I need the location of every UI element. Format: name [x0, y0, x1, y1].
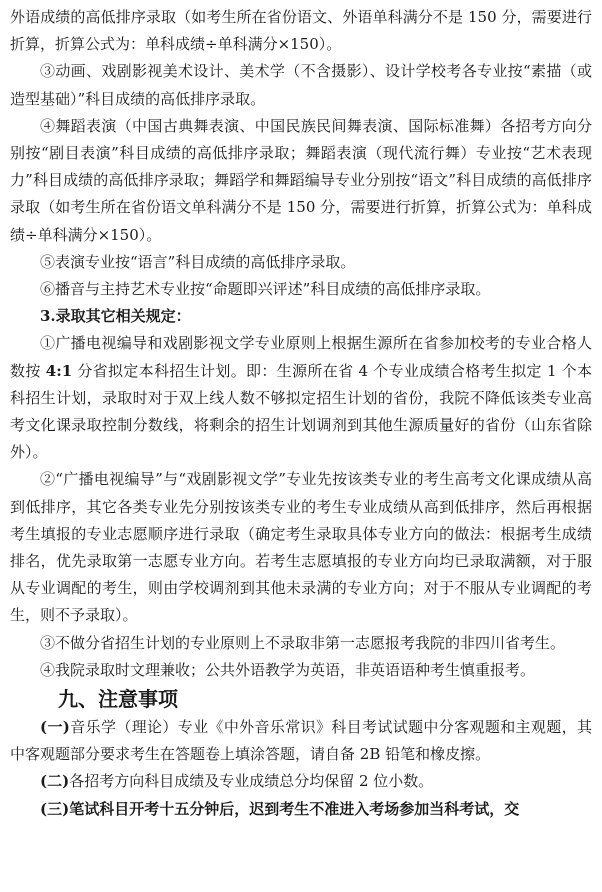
paragraph-broadcasting-hosting: ⑥播音与主持艺术专业按“命题即兴评述”科目成绩的高低排序录取。 — [40, 280, 491, 299]
notes-item-3 — [10, 796, 592, 823]
notes-item-3-text: 笔试科目开考十五分钟后，迟到考生不准进入考场参加当科考试，交 — [69, 799, 520, 818]
notes-item-3-label: (三) — [40, 799, 70, 818]
ratio-text-after: 分省拟定本科招生计划。即：生源所在省 4 个专业成绩合格考生拟定 1 个本科招生计划，录取时对于双上线人数不够拟定招生计划的省份，我院不降低该类专业高考文化课录取控制分数线，将剩余的招生计划调剂到其他生源质量好的省份（山东省除外）。 — [10, 361, 592, 462]
paragraph-foreign-language-ranking: 外语成绩的高低排序录取（如考生所在省份语文、外语单科满分不是 150 分，需要进行折算，折算公式为：单科成绩÷单科满分×150）。 — [10, 8, 592, 54]
paragraph-liberal-science: ④我院录取时文理兼收；公共外语教学为英语，非英语语种考生慎重报考。 — [40, 660, 536, 679]
paragraph-first-choice-rule: ③不做分省招生计划的专业原则上不录取非第一志愿报考我院的非四川省考生。 — [40, 633, 566, 652]
notes-item-2 — [10, 768, 592, 795]
paragraph-admission-plan-ratio — [10, 330, 592, 466]
section-heading-notes: 九、注意事项 — [58, 687, 178, 712]
notes-item-1-label: (一) — [40, 718, 70, 737]
paragraph-acting: ⑤表演专业按“语言”科目成绩的高低排序录取。 — [40, 252, 356, 271]
paragraph-ranking-procedure: ②“广播电视编导”与“戏剧影视文学”专业先按该类专业的考生高考文化课成绩从高到低排序，其它各类专业先分别按该类专业的考生专业成绩从高到低排序，然后再根据考生填报的专业志愿顺序进行录取（确定考生录取具体专业方向的做法：根据考生成绩排名，优先录取第一志愿专业方向。若考生志愿填报的专业方向均已录取满额，对于服从专业调配的考生，则由学校调剂到其他未录满的专业方向；对于不服从专业调配的考生，则不予录取）。 — [10, 470, 592, 625]
paragraph-dance-performance: ④舞蹈表演（中国古典舞表演、中国民族民间舞表演、国际标准舞）各招考方向分别按“剧目表演”科目成绩的高低排序录取；舞蹈表演（现代流行舞）专业按“艺术表现力”科目成绩的高低排序录取；舞蹈学和舞蹈编导专业分别按“语文”科目成绩的高低排序录取（如考生所在省份语文单科满分不是 150 分，需要进行折算，折算公式为：单科成绩÷单科满分×150）。 — [10, 116, 592, 244]
ratio-text-before: ①广播电视编导和戏剧影视文学专业原则上根据生源所在省参加校考的专业合格人数按 — [10, 334, 592, 380]
notes-item-1-text: 音乐学（理论）专业《中外音乐常识》科目考试试题中分客观题和主观题，其中客观题部分要求考生在答题卷上填涂答题，请自备 2B 铅笔和橡皮擦。 — [10, 718, 592, 764]
notes-item-1 — [10, 714, 592, 768]
ratio-value: 4:1 — [45, 361, 73, 380]
subheading-other-rules: 3.录取其它相关规定： — [40, 307, 191, 326]
notes-item-2-text: 各招考方向科目成绩及专业成绩总分均保留 2 位小数。 — [69, 772, 434, 791]
notes-item-2-label: (二) — [40, 772, 70, 791]
paragraph-animation-design: ③动画、戏剧影视美术设计、美术学（不含摄影）、设计学校考各专业按“素描（或造型基础）”科目成绩的高低排序录取。 — [10, 62, 592, 108]
